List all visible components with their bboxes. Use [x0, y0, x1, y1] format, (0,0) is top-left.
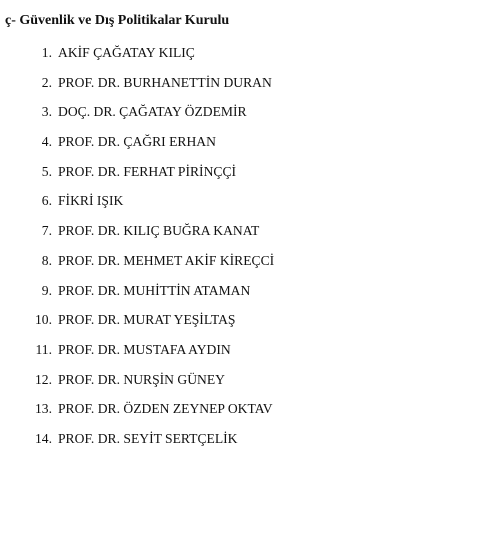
member-name: PROF. DR. BURHANETTİN DURAN	[58, 74, 272, 90]
member-name: PROF. DR. SEYİT SERTÇELİK	[58, 430, 238, 446]
list-item	[33, 97, 274, 127]
member-name: DOÇ. DR. ÇAĞATAY ÖZDEMİR	[58, 104, 247, 120]
list-item	[33, 127, 274, 157]
list-item	[33, 394, 274, 424]
item-number: 14.	[35, 430, 52, 446]
list-item	[33, 365, 274, 395]
item-number: 10.	[35, 312, 52, 328]
item-number: 2.	[41, 74, 52, 90]
member-name: PROF. DR. ÖZDEN ZEYNEP OKTAV	[58, 401, 273, 417]
item-number: 7.	[41, 223, 52, 239]
item-number: 4.	[41, 134, 52, 150]
item-number: 3.	[41, 104, 52, 120]
member-name: PROF. DR. MURAT YEŞİLTAŞ	[58, 312, 236, 328]
item-number: 8.	[41, 252, 52, 268]
member-name: AKİF ÇAĞATAY KILIÇ	[58, 45, 195, 60]
member-name: FİKRİ IŞIK	[58, 193, 124, 209]
list-item	[33, 216, 274, 246]
list-item	[33, 68, 274, 98]
list-item	[33, 38, 274, 68]
section-heading: ç- Güvenlik ve Dış Politikalar Kurulu	[5, 13, 230, 28]
list-item	[33, 246, 274, 276]
member-name: PROF. DR. ÇAĞRI ERHAN	[58, 134, 216, 150]
member-name: PROF. DR. NURŞİN GÜNEY	[58, 371, 225, 387]
list-item	[33, 305, 274, 335]
member-name: PROF. DR. FERHAT PİRİNÇÇİ	[58, 163, 237, 179]
list-item	[33, 186, 274, 216]
item-number: 12.	[35, 371, 52, 387]
list-item	[33, 157, 274, 187]
list-item	[33, 335, 274, 365]
item-number: 6.	[41, 193, 52, 209]
member-list	[33, 38, 274, 454]
member-name: PROF. DR. MUHİTTİN ATAMAN	[58, 282, 251, 298]
item-number: 13.	[35, 401, 52, 417]
member-name: PROF. DR. MEHMET AKİF KİREÇCİ	[58, 252, 275, 268]
item-number: 5.	[41, 163, 52, 179]
item-number: 11.	[35, 341, 52, 357]
item-number: 9.	[41, 282, 52, 298]
member-name: PROF. DR. MUSTAFA AYDIN	[58, 341, 231, 357]
list-item	[33, 424, 274, 454]
list-item	[33, 276, 274, 306]
member-name: PROF. DR. KILIÇ BUĞRA KANAT	[58, 223, 260, 239]
item-number: 1.	[41, 45, 52, 60]
